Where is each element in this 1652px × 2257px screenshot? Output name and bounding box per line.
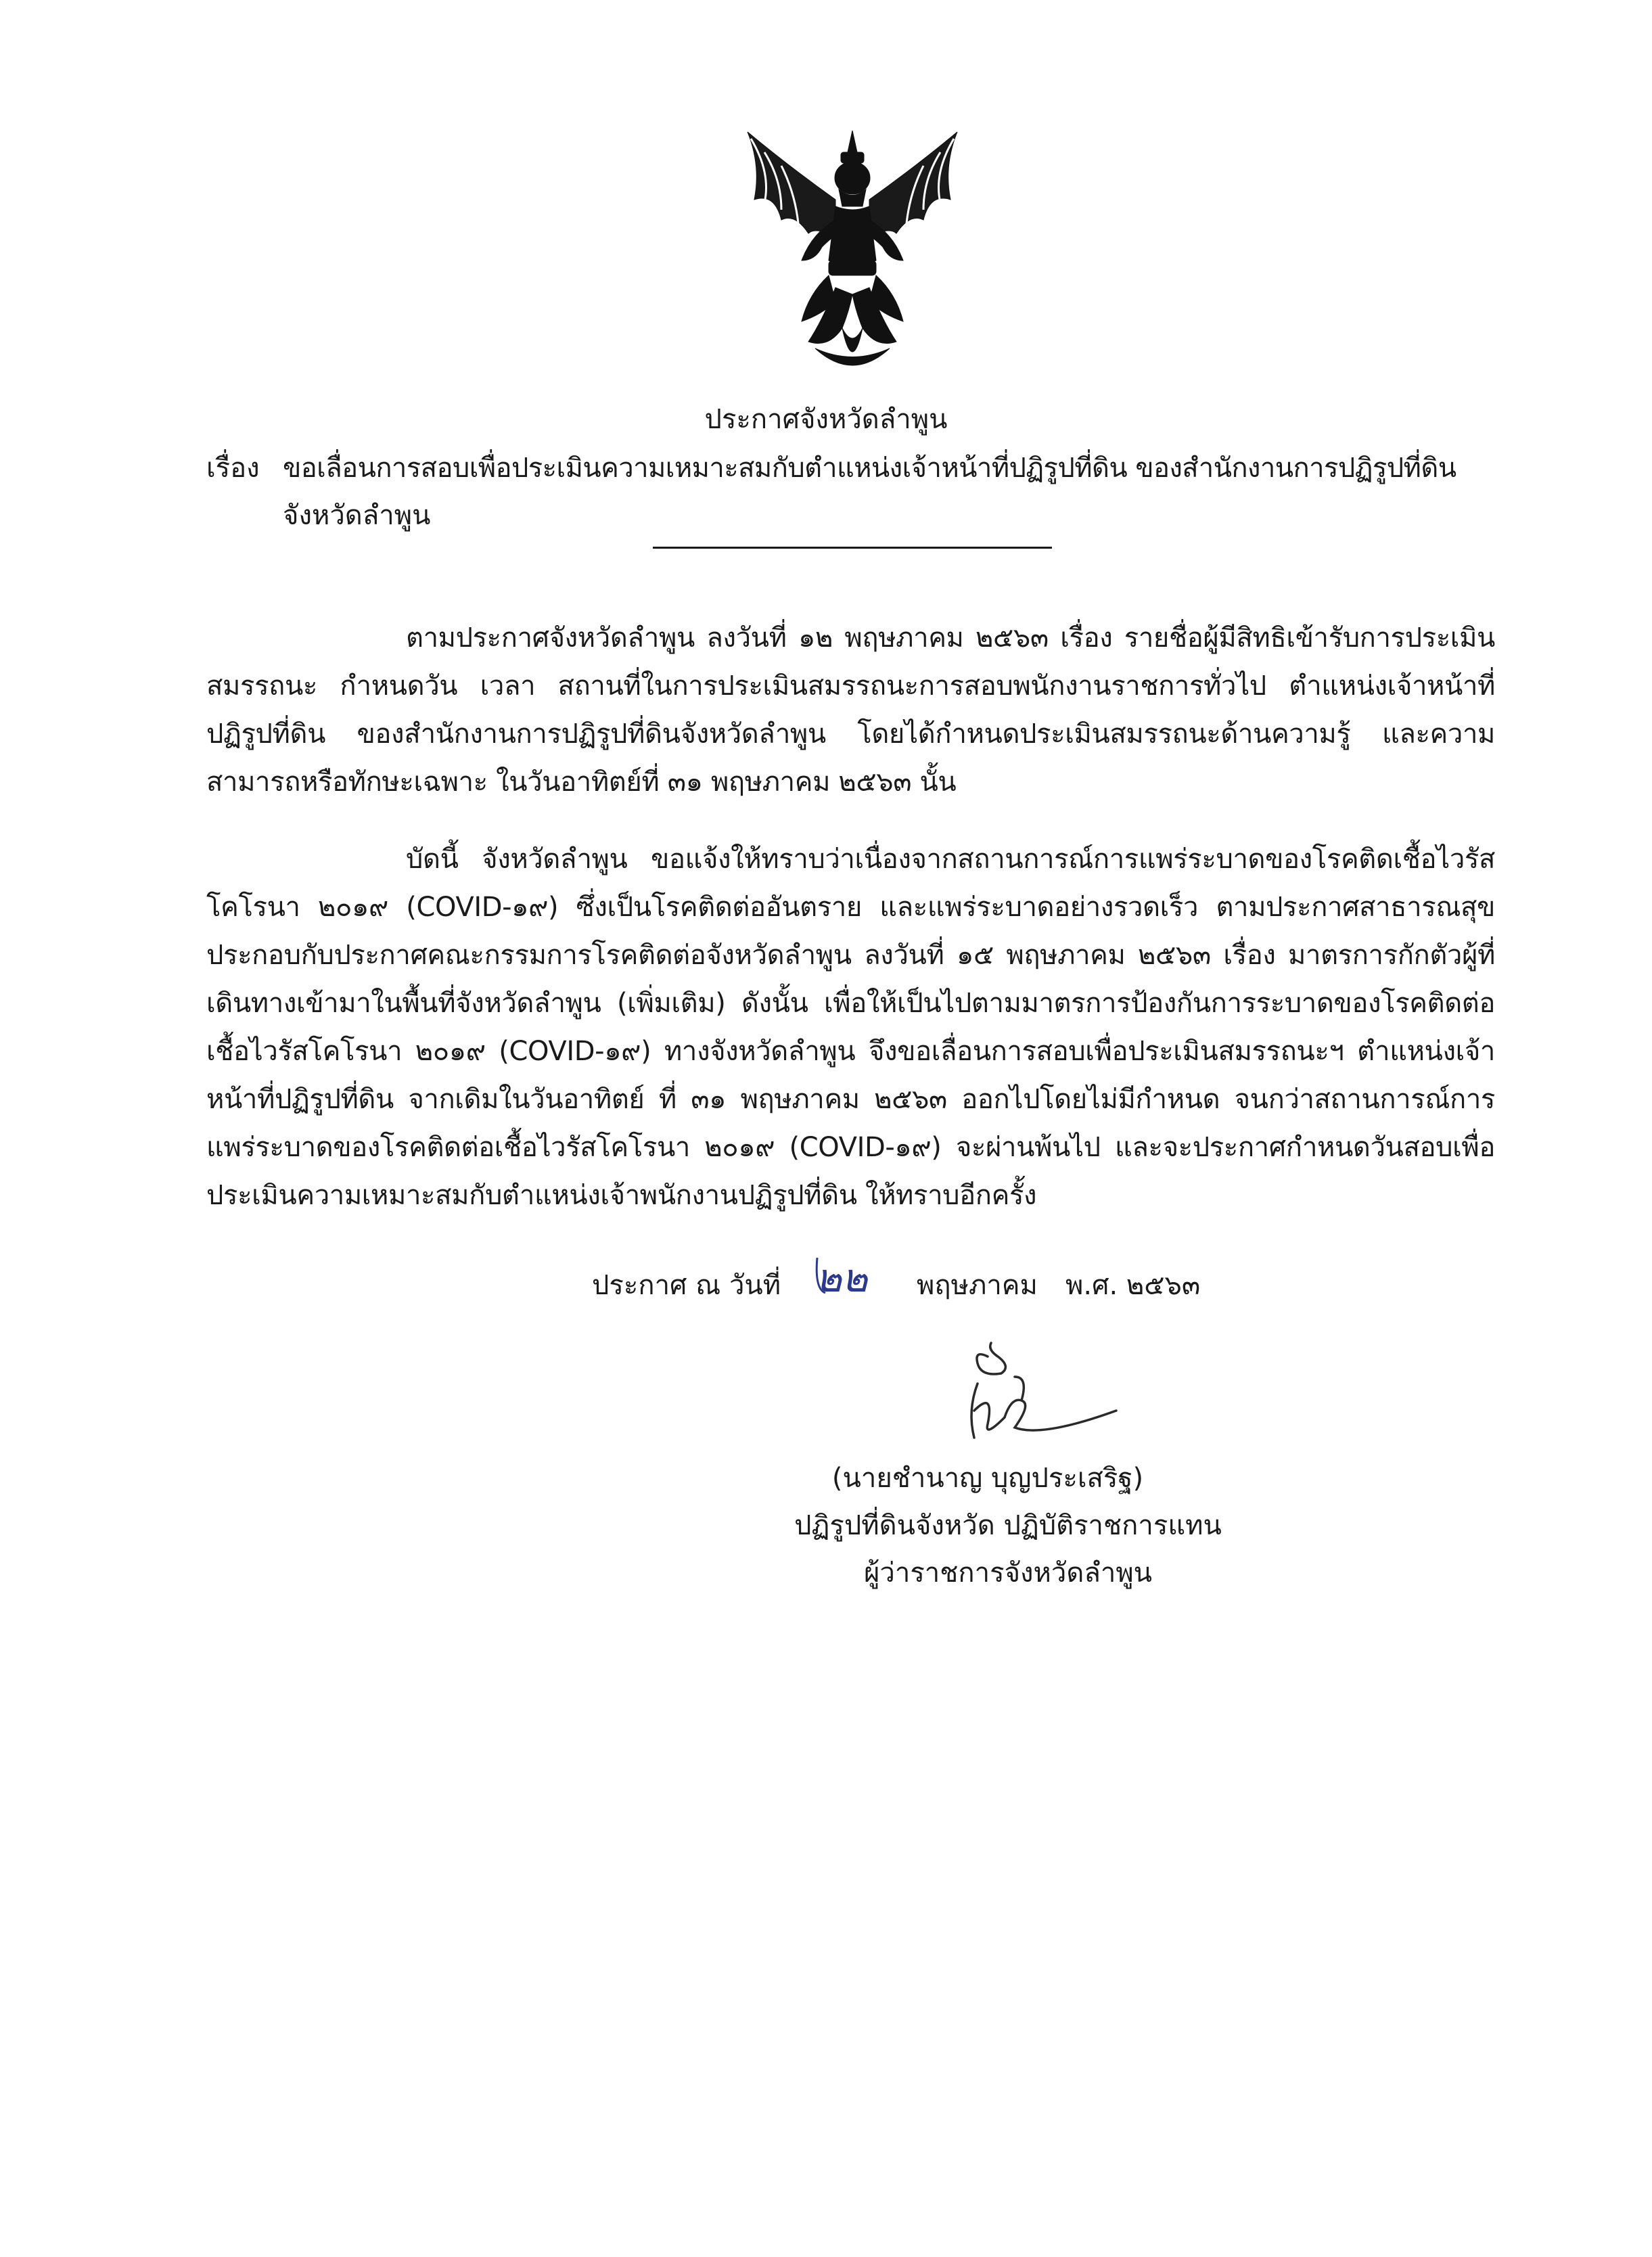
subject-label: เรื่อง [206,453,260,484]
signatory-position-line1: ปฏิรูปที่ดินจังหวัด ปฏิบัติราชการแทน [794,1510,1222,1541]
handwritten-date-day [812,1248,886,1302]
handwritten-signature-icon [947,1336,1123,1451]
garuda-emblem-icon [734,125,971,382]
body-paragraph-1: ตามประกาศจังหวัดลำพูน ลงวันที่ ๑๒ พฤษภาคม ๒๕๖๓ เรื่อง รายชื่อผู้มีสิทธิเข้ารับการประเมินสมรรถนะ กำหนดวัน เวลา สถานที่ในการประเมินสมรรถนะการสอบพนักงานราชการทั่วไป ตำแหน่งเจ้าหน้าที่ปฏิรูปที่ดิน ของสำนักงานการปฏิรูปที่ดินจังหวัดลำพูน โดยได้กำหนดประเมินสมรรถนะด้านความรู้ และความสามารถหรือทักษะเฉพาะ ในวันอาทิตย์ที่ ๓๑ พฤษภาคม ๒๕๖๓ นั้น [206,622,1495,798]
dateline-year: พ.ศ. ๒๕๖๓ [1065,1270,1201,1301]
dateline-prefix: ประกาศ ณ วันที่ [592,1270,781,1301]
title-divider [653,547,1052,549]
signatory-name: (นายชำนาญ บุญประเสริฐ) [831,1463,1144,1494]
signatory-position-line2: ผู้ว่าราชการจังหวัดลำพูน [863,1557,1153,1589]
dateline-month: พฤษภาคม [917,1270,1038,1301]
handwritten-date-day-text: ๒๒ [816,1255,868,1301]
subject-text-line1: ขอเลื่อนการสอบเพื่อประเมินความเหมาะสมกับตำแหน่งเจ้าหน้าที่ปฏิรูปที่ดิน ของสำนักงานการปฏิรูปที่ดิน [283,453,1456,484]
subject-text-line2: จังหวัดลำพูน [283,500,431,531]
body-paragraph-2: บัดนี้ จังหวัดลำพูน ขอแจ้งให้ทราบว่าเนื่องจากสถานการณ์การแพร่ระบาดของโรคติดเชื้อไวรัสโคโรนา ๒๐๑๙ (COVID-๑๙) ซึ่งเป็นโรคติดต่ออันตราย และแพร่ระบาดอย่างรวดเร็ว ตามประกาศสาธารณสุขประกอบกับประกาศคณะกรรมการโรคติดต่อจังหวัดลำพูน ลงวันที่ ๑๕ พฤษภาคม ๒๕๖๓ เรื่อง มาตรการกักตัวผู้ที่เดินทางเข้ามาในพื้นที่จังหวัดลำพูน (เพิ่มเติม) ดังนั้น เพื่อให้เป็นไปตามมาตรการป้องกันการระบาดของโรคติดต่อเชื้อไวรัสโคโรนา ๒๐๑๙ (COVID-๑๙) ทางจังหวัดลำพูน จึงขอเลื่อนการสอบเพื่อประเมินสมรรถนะฯ ตำแหน่งเจ้าหน้าที่ปฏิรูปที่ดิน จากเดิมในวันอาทิตย์ ที่ ๓๑ พฤษภาคม ๒๕๖๓ ออกไปโดยไม่มีกำหนด จนกว่าสถานการณ์การแพร่ระบาดของโรคติดต่อเชื้อไวรัสโคโรนา ๒๐๑๙ (COVID-๑๙) จะผ่านพ้นไป และจะประกาศกำหนดวันสอบเพื่อประเมินความเหมาะสมกับตำแหน่งเจ้าพนักงานปฏิรูปที่ดิน ให้ทราบอีกครั้ง [206,844,1495,1211]
document-title: ประกาศจังหวัดลำพูน [704,404,948,435]
